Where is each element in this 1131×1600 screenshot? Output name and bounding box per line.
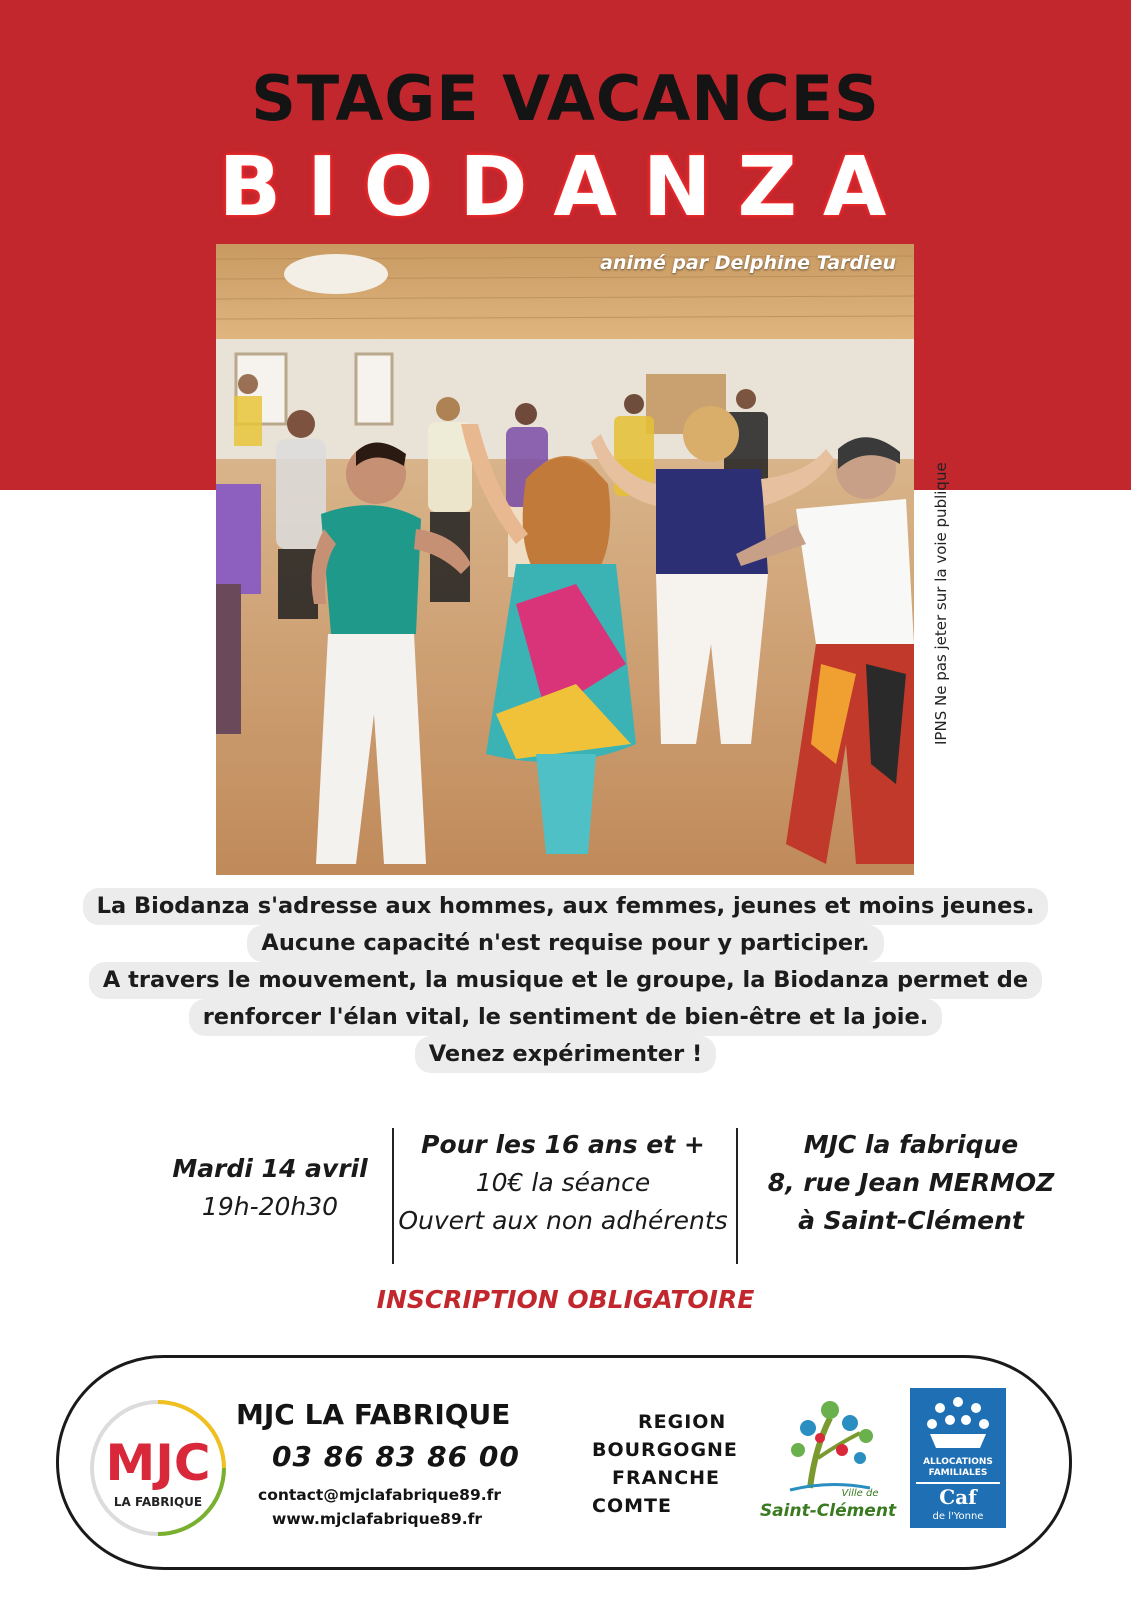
event-date: Mardi 14 avril bbox=[172, 1154, 368, 1183]
event-price: 10€ la séance bbox=[475, 1168, 651, 1197]
title-biodanza: BIODANZA bbox=[218, 140, 913, 235]
footer-website: www.mjclafabrique89.fr bbox=[272, 1510, 483, 1528]
caf-name: Caf bbox=[939, 1485, 977, 1509]
saint-clement-logo bbox=[759, 1388, 897, 1528]
stclement-name: Saint-Clément bbox=[759, 1501, 897, 1521]
info-date-block bbox=[150, 1150, 390, 1290]
event-time: 19h-20h30 bbox=[201, 1192, 339, 1221]
mjc-logo bbox=[86, 1396, 230, 1540]
caf-line: FAMILIALES bbox=[928, 1468, 988, 1478]
description-line: A travers le mouvement, la musique et le groupe, la Biodanza permet de bbox=[89, 962, 1042, 999]
dance-photo bbox=[216, 244, 914, 875]
separator-2 bbox=[736, 1128, 738, 1264]
caf-line: ALLOCATIONS bbox=[923, 1457, 993, 1467]
venue-name: MJC la fabrique bbox=[803, 1130, 1019, 1159]
venue-address: 8, rue Jean MERMOZ bbox=[767, 1168, 1055, 1197]
footer-phone: 03 86 83 86 00 bbox=[272, 1440, 520, 1473]
caf-logo bbox=[910, 1388, 1006, 1528]
ipns-side-note: IPNS Ne pas jeter sur la voie publique bbox=[932, 462, 950, 745]
footer-email: contact@mjclafabrique89.fr bbox=[258, 1486, 502, 1504]
region-line: BOURGOGNE bbox=[592, 1439, 738, 1461]
description-line: Venez expérimenter ! bbox=[415, 1036, 717, 1073]
title-stage-vacances: STAGE VACANCES bbox=[251, 62, 880, 135]
photo-credit: animé par Delphine Tardieu bbox=[600, 252, 896, 274]
info-audience-block bbox=[398, 1126, 728, 1266]
description-line: La Biodanza s'adresse aux hommes, aux femmes, jeunes et moins jeunes. bbox=[83, 888, 1049, 925]
separator-1 bbox=[392, 1128, 394, 1264]
stclement-small: Ville de bbox=[841, 1488, 879, 1499]
description-line: Aucune capacité n'est requise pour y participer. bbox=[247, 925, 883, 962]
caf-sub: de l'Yonne bbox=[932, 1511, 984, 1522]
info-venue-block bbox=[746, 1126, 1076, 1266]
region-line: REGION bbox=[638, 1411, 727, 1433]
footer-org-name: MJC LA FABRIQUE bbox=[236, 1398, 511, 1431]
mjc-logo-text: MJC bbox=[105, 1434, 211, 1492]
description-block bbox=[40, 888, 1091, 1073]
region-line: COMTE bbox=[592, 1495, 672, 1517]
event-open: Ouvert aux non adhérents bbox=[398, 1206, 728, 1235]
region-logo bbox=[592, 1408, 742, 1520]
mjc-logo-sub: LA FABRIQUE bbox=[113, 1495, 203, 1509]
venue-city: à Saint-Clément bbox=[798, 1206, 1024, 1235]
description-line: renforcer l'élan vital, le sentiment de bien-être et la joie. bbox=[189, 999, 943, 1036]
event-audience: Pour les 16 ans et + bbox=[421, 1130, 705, 1159]
region-line: FRANCHE bbox=[612, 1467, 721, 1489]
inscription-notice: INSCRIPTION OBLIGATOIRE bbox=[376, 1285, 755, 1314]
